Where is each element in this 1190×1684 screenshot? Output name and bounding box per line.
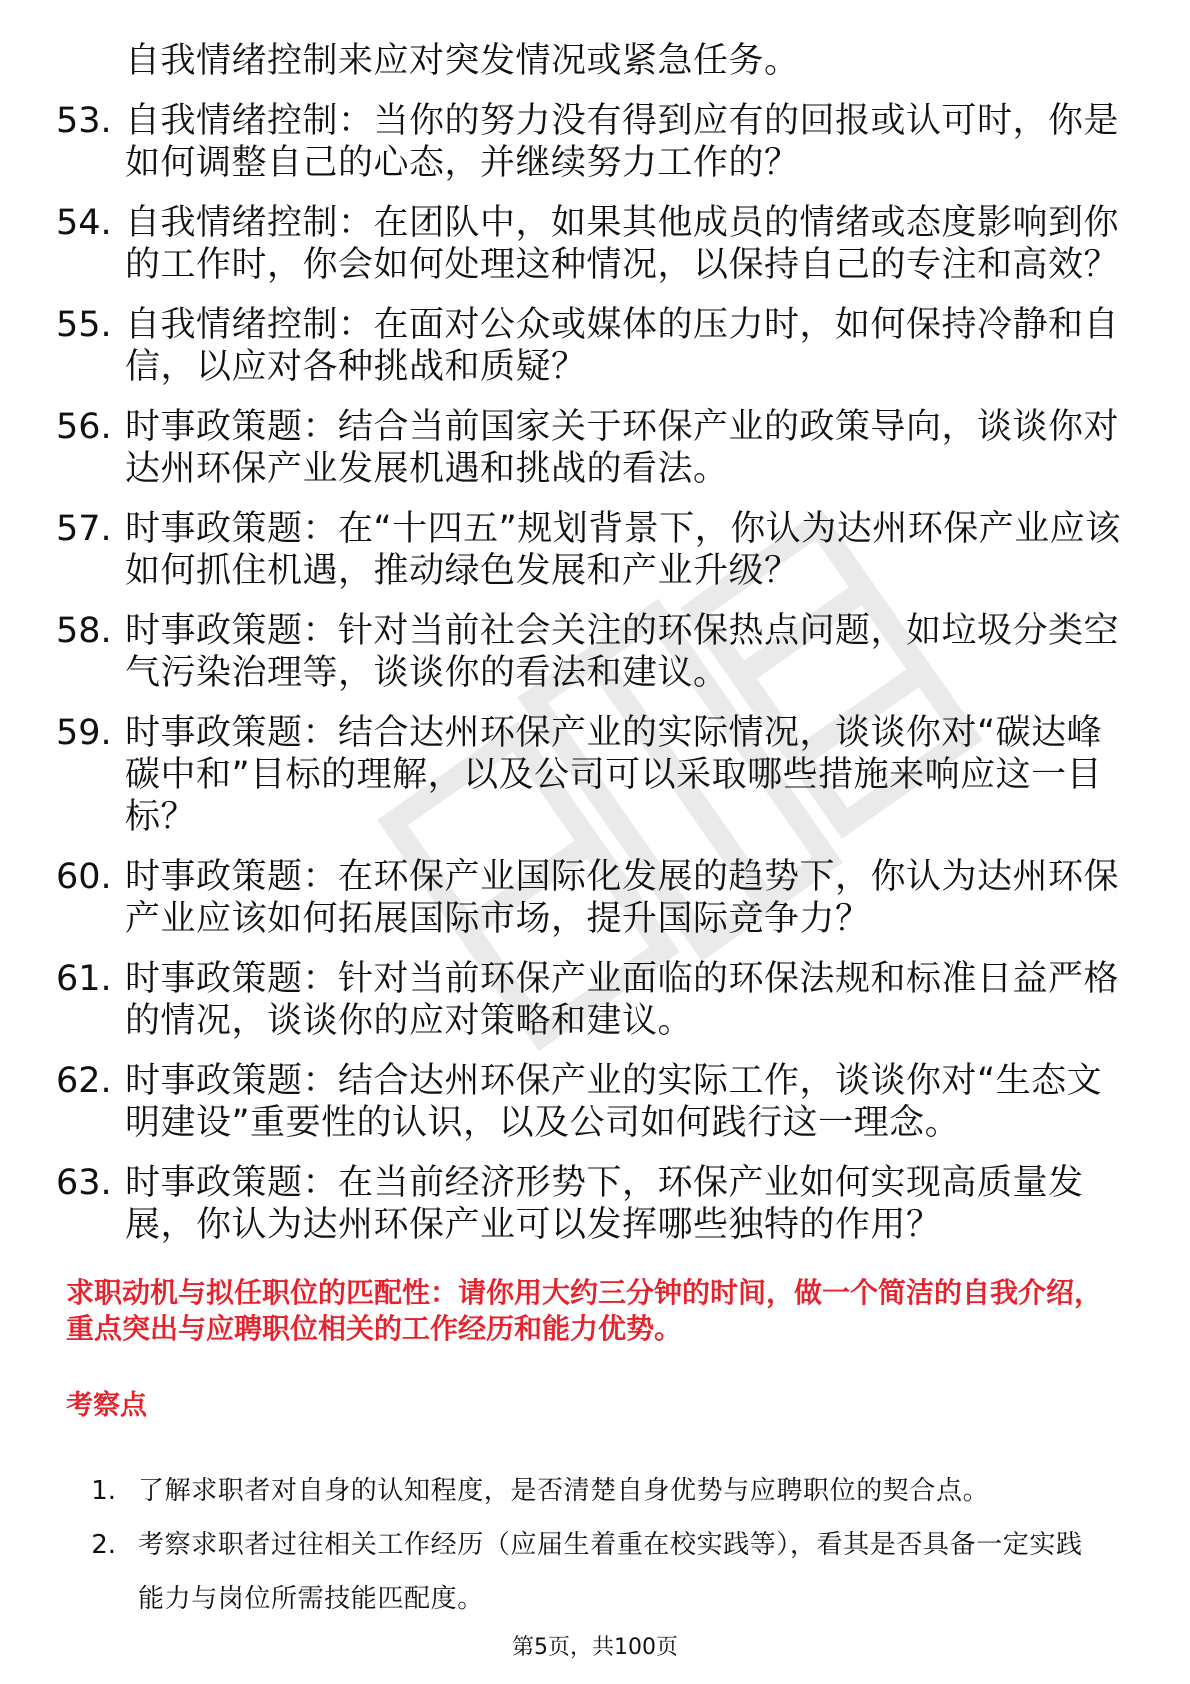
point-number: 1.	[91, 1476, 116, 1506]
question-item	[56, 202, 1136, 286]
question-item	[56, 958, 1136, 1042]
question-text: 自我情绪控制：在团队中，如果其他成员的情绪或态度影响到你的工作时，你会如何处理这种情况，以保持自己的专注和高效？	[125, 203, 1120, 285]
section-title: 考察点	[66, 1390, 147, 1421]
question-item	[56, 1162, 1136, 1246]
question-number: 53.	[56, 101, 112, 141]
question-number: 56.	[56, 407, 112, 447]
question-item	[56, 508, 1136, 592]
question-text: 时事政策题：针对当前社会关注的环保热点问题，如垃圾分类空气污染治理等，谈谈你的看法和建议。	[125, 611, 1120, 693]
question-number: 55.	[56, 305, 112, 345]
continuation-line: 自我情绪控制来应对突发情况或紧急任务。	[125, 41, 800, 81]
question-number: 58.	[56, 611, 112, 651]
question-item	[56, 712, 1136, 838]
assessment-point	[66, 1464, 1106, 1518]
point-text: 考察求职者过往相关工作经历（应届生着重在校实践等），看其是否具备一定实践能力与岗位所需技能匹配度。	[138, 1530, 1083, 1614]
question-text: 自我情绪控制：当你的努力没有得到应有的回报或认可时，你是如何调整自己的心态，并继续努力工作的？	[125, 101, 1120, 183]
question-text: 时事政策题：结合当前国家关于环保产业的政策导向，谈谈你对达州环保产业发展机遇和挑战的看法。	[125, 407, 1120, 489]
question-text: 时事政策题：在环保产业国际化发展的趋势下，你认为达州环保产业应该如何拓展国际市场，提升国际竞争力？	[125, 857, 1120, 939]
question-list	[56, 40, 1136, 1264]
question-number: 61.	[56, 959, 112, 999]
question-item	[56, 856, 1136, 940]
point-number: 2.	[91, 1530, 116, 1560]
question-number: 59.	[56, 713, 112, 753]
question-text: 时事政策题：在当前经济形势下，环保产业如何实现高质量发展，你认为达州环保产业可以发挥哪些独特的作用？	[125, 1163, 1084, 1245]
question-number: 62.	[56, 1061, 112, 1101]
question-text: 时事政策题：结合达州环保产业的实际工作，谈谈你对“生态文明建设”重要性的认识，以及公司如何践行这一理念。	[125, 1061, 1103, 1143]
page-footer: 第5页，共100页	[512, 1635, 678, 1660]
question-text: 自我情绪控制：在面对公众或媒体的压力时，如何保持冷静和自信，以应对各种挑战和质疑？	[125, 305, 1120, 387]
continuation-text	[125, 40, 1136, 82]
question-number: 63.	[56, 1163, 112, 1203]
question-text: 时事政策题：结合达州环保产业的实际情况，谈谈你对“碳达峰碳中和”目标的理解，以及公司可以采取哪些措施来响应这一目标？	[125, 713, 1103, 837]
assessment-point	[66, 1518, 1106, 1626]
question-item	[56, 610, 1136, 694]
question-number: 60.	[56, 857, 112, 897]
question-item	[56, 406, 1136, 490]
question-text: 时事政策题：针对当前环保产业面临的环保法规和标准日益严格的情况，谈谈你的应对策略和建议。	[125, 959, 1120, 1041]
question-number: 57.	[56, 509, 112, 549]
question-number: 54.	[56, 203, 112, 243]
point-text: 了解求职者对自身的认知程度，是否清楚自身优势与应聘职位的契合点。	[138, 1476, 990, 1506]
question-item	[56, 1060, 1136, 1144]
assessment-points	[66, 1464, 1106, 1626]
question-item	[56, 304, 1136, 388]
interview-prompt: 求职动机与拟任职位的匹配性：请你用大约三分钟的时间，做一个简洁的自我介绍，重点突出与应聘职位相关的工作经历和能力优势。	[66, 1276, 1103, 1345]
question-text: 时事政策题：在“十四五”规划背景下，你认为达州环保产业应该如何抓住机遇，推动绿色发展和产业升级？	[125, 509, 1121, 591]
question-item	[56, 100, 1136, 184]
